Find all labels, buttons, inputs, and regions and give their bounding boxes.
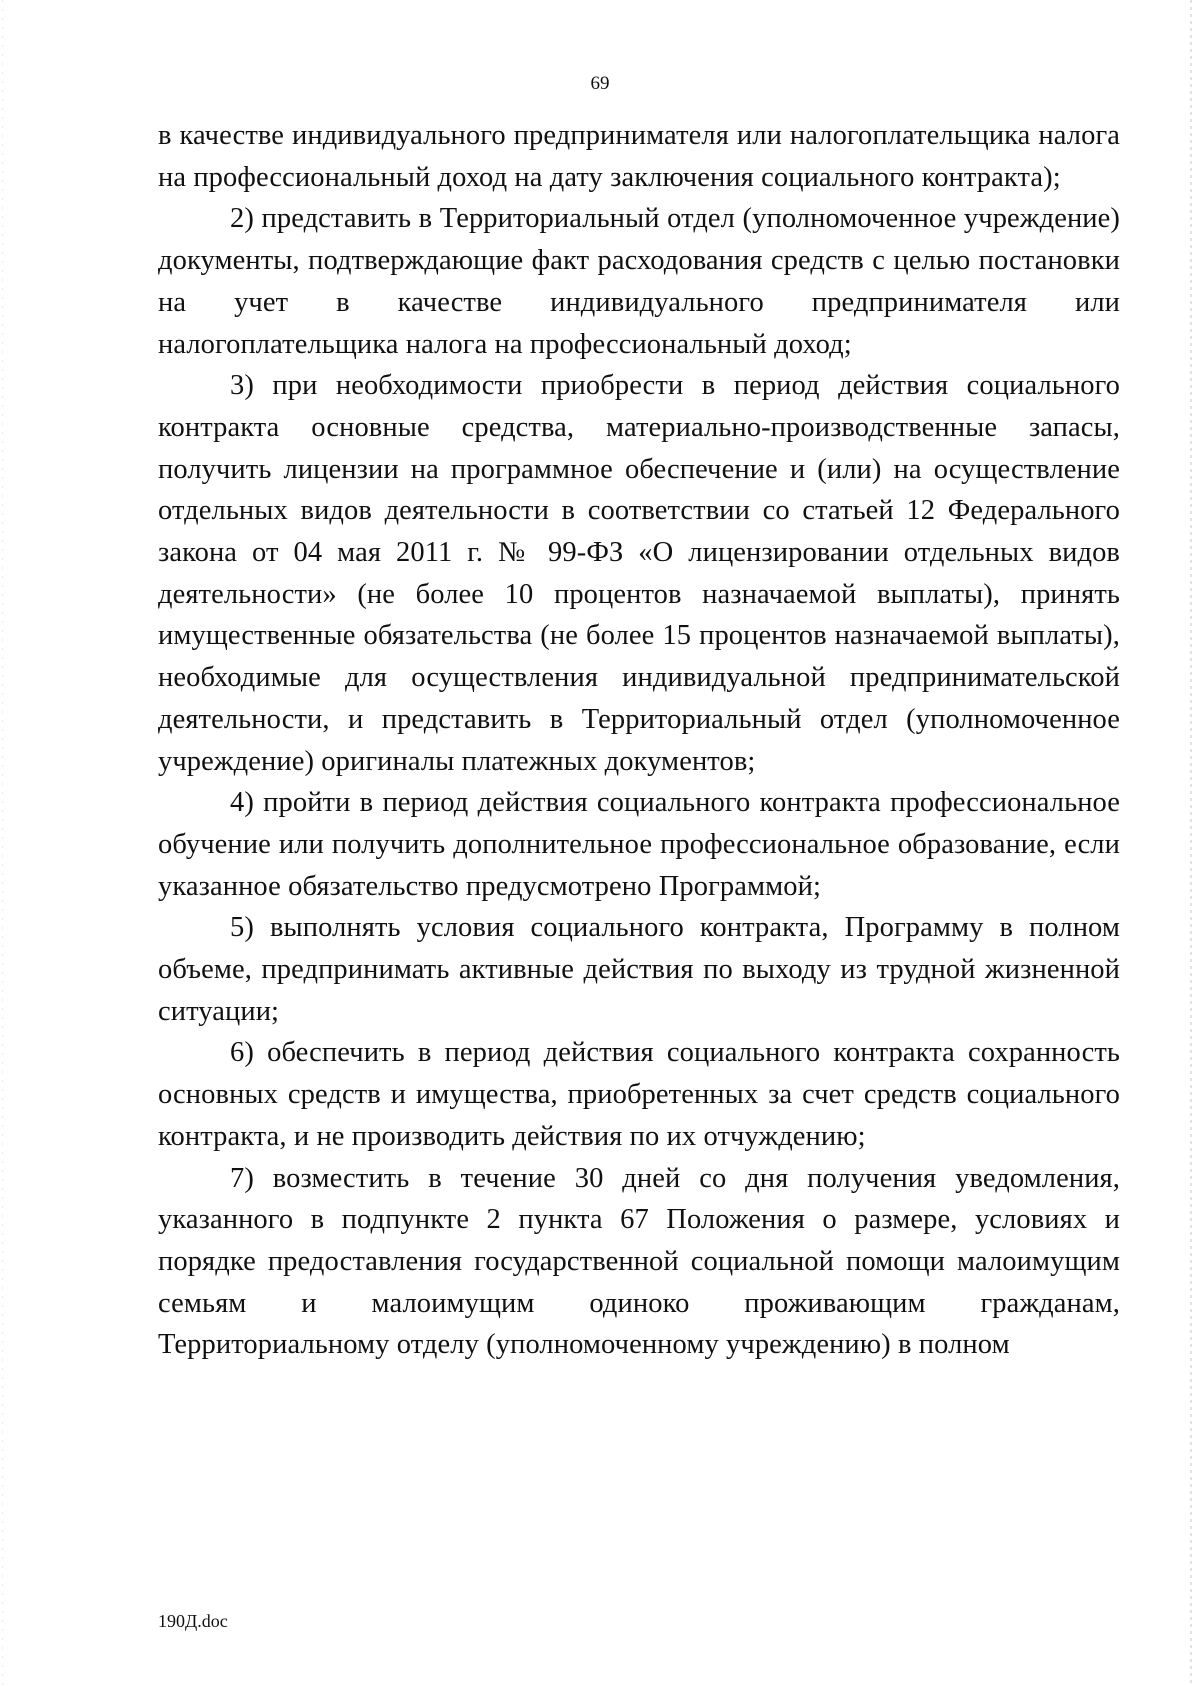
- paragraph-item-6: 6) обеспечить в период действия социального контракта сохранность основных средств и имущества, приобретенных за счет средств социального контракта, и не производить действия по их отчуждению;: [158, 1037, 1120, 1152]
- scan-edge-left: [2, 0, 3, 1686]
- paragraph-item-5: 5) выполнять условия социального контракта, Программу в полном объеме, предпринимать активные действия по выходу из трудной жизненной ситуации;: [158, 912, 1120, 1027]
- paragraph-item-4: 4) пройти в период действия социального контракта профессиональное обучение или получить дополнительное профессиональное образование, если указанное обязательство предусмотрено Программой;: [158, 787, 1120, 902]
- paragraph-item-3: 3) при необходимости приобрести в период действия социального контракта основные средства, материально-производственные запасы, получить лицензии на программное обеспечение и (или) на осуществление отдельных видов деятельности в соответствии со статьей 12 Федерального закона от 04 мая 2011 г. № 99-ФЗ «О лицензировании отдельных видов деятельности» (не более 10 процентов назначаемой выплаты), принять имущественные обязательства (не более 15 процентов назначаемой выплаты), необходимые для осуществления индивидуальной предпринимательской деятельности, и представить в Территориальный отдел (уполномоченное учреждение) оригиналы платежных документов;: [158, 370, 1120, 777]
- page-number: 69: [590, 73, 610, 94]
- paragraph-item-2: 2) представить в Территориальный отдел (уполномоченное учреждение) документы, подтверждающие факт расходования средств с целью постановки на учет в качестве индивидуального предпринимателя или налогоплательщика налога на профессиональный доход;: [158, 203, 1120, 360]
- paragraph-item-7: 7) возместить в течение 30 дней со дня получения уведомления, указанного в подпункте 2 пункта 67 Положения о размере, условиях и порядке предоставления государственной социальной помощи малоимущим семьям и малоимущим одиноко проживающим гражданам, Территориальному отделу (уполномоченному учреждению) в полном: [158, 1162, 1120, 1361]
- footer-filename: 190Д.doc: [158, 1611, 228, 1631]
- document-body: [158, 115, 1120, 1366]
- scan-edge-right: [1190, 0, 1192, 1686]
- paragraph-continuation: в качестве индивидуального предпринимателя или налогоплательщика налога на профессиональный доход на дату заключения социального контракта);: [158, 120, 1120, 193]
